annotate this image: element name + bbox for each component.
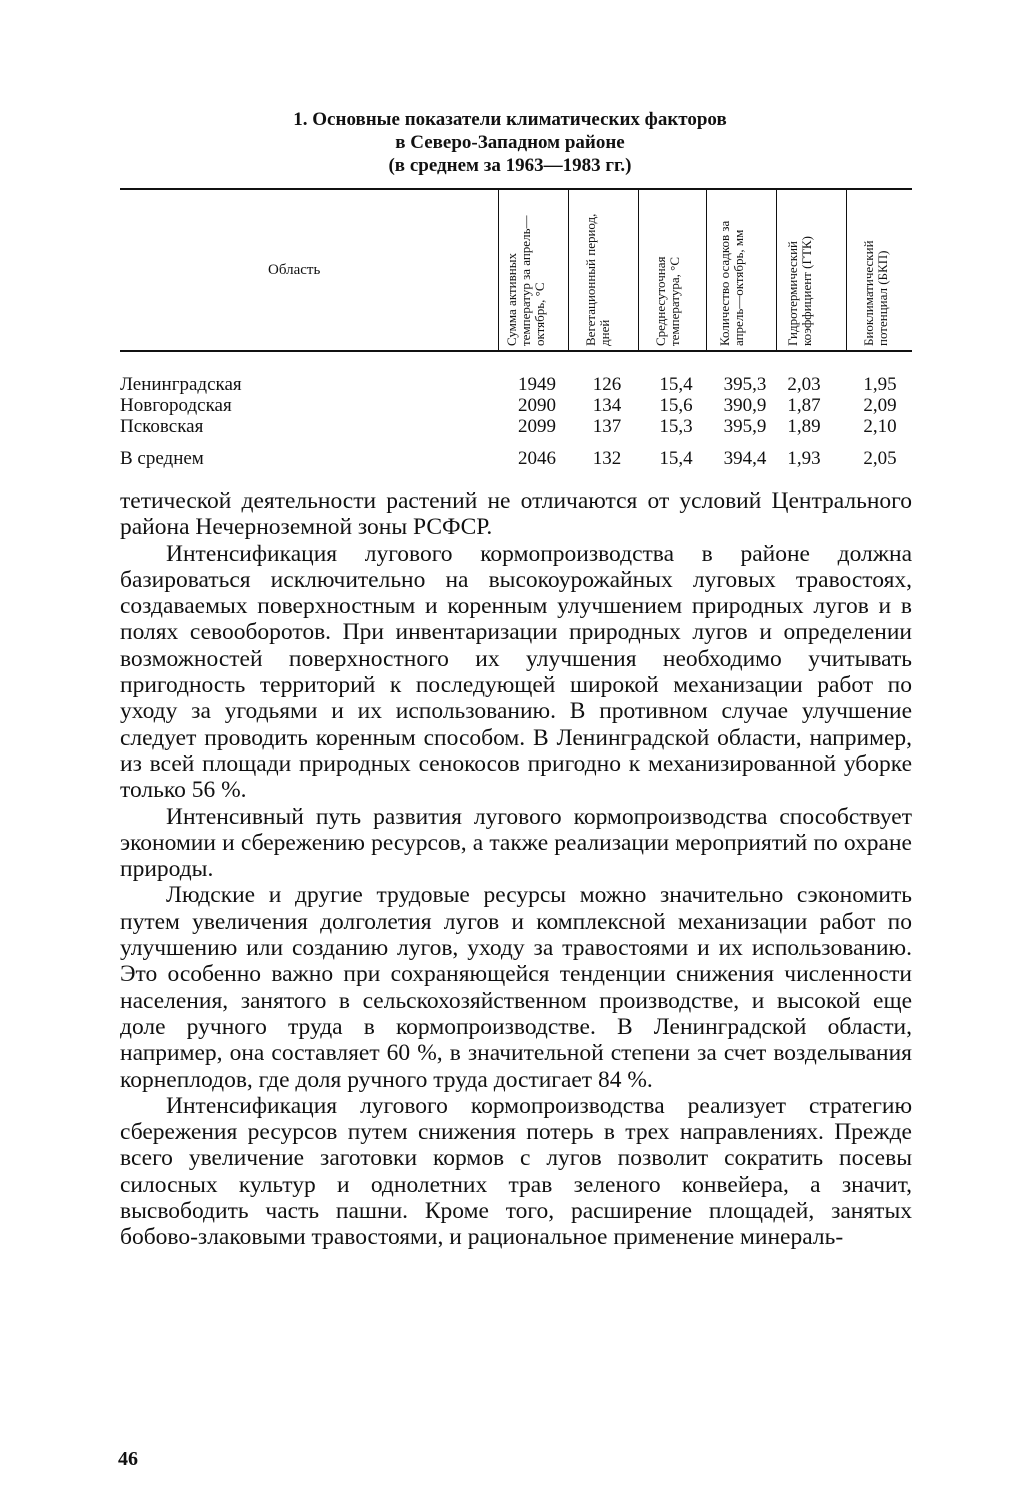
cell: 1,93 [787, 448, 821, 469]
cell: 1,89 [787, 416, 821, 437]
cell: 15,4 [659, 374, 693, 395]
paragraph: Интенсификация лугового кормопроизводства в районе должна базироваться исключительно на высокоурожайных луговых травостоях, создаваемых поверхностным и коренным улучшением природных лугов и в полях севооборотов. При инвентаризации природных лугов и определении возможностей поверхностного их улучшения необходимо учитывать пригодность территорий к последующей широкой механизации работ по уходу за угодьями и их использованию. В противном случае улучшение следует проводить коренным способом. В Ленинградской области, например, из всей площади природных сенокосов пригодно к механизированной уборке только 56 %. [120, 540, 912, 804]
paragraph: Людские и другие трудовые ресурсы можно значительно сэкономить путем увеличения долголетия лугов и комплексной механизации работ по улучшению или созданию лугов, уходу за травостоями и их использованию. Это особенно важно при сохраняющейся тенденции снижения численности населения, занятого в сельскохозяйственном производстве, и высокой еще доле ручного труда в кормопроизводстве. В Ленинградской области, например, она составляет 60 %, в значительной степени за счет возделывания корнеплодов, где доля ручного труда достигает 84 %. [120, 882, 912, 1093]
column-divider [638, 190, 639, 352]
table-row [120, 374, 912, 396]
cell: 2,05 [863, 448, 897, 469]
paragraph: тетической деятельности растений не отличаются от условий Центрального района Нечерноземной зоны РСФСР. [120, 488, 912, 541]
cell: 2,09 [863, 395, 897, 416]
column-divider [498, 190, 499, 352]
cell: 126 [592, 374, 622, 395]
table-caption [200, 108, 820, 177]
table-top-rule [120, 188, 912, 190]
cell: 395,9 [723, 416, 767, 437]
region-name: Ленинградская [120, 374, 242, 395]
cell: 137 [592, 416, 622, 437]
cell: 1,95 [863, 374, 897, 395]
region-name: В среднем [120, 448, 204, 469]
column-divider [776, 190, 777, 352]
cell: 2,10 [863, 416, 897, 437]
caption-line: в Северо-Западном районе [395, 132, 625, 153]
cell: 15,4 [659, 448, 693, 469]
cell: 1,87 [787, 395, 821, 416]
cell: 395,3 [723, 374, 767, 395]
cell: 132 [592, 448, 622, 469]
column-divider [846, 190, 847, 352]
column-divider [568, 190, 569, 352]
body-text [120, 488, 912, 1251]
caption-line: (в среднем за 1963—1983 гг.) [388, 155, 632, 176]
cell: 15,3 [659, 416, 693, 437]
column-header: Среднесуточная температура, °С [653, 256, 682, 346]
table-row [120, 395, 912, 417]
paragraph: Интенсификация лугового кормопроизводства реализует стратегию сбережения ресурсов путем снижения потерь в трех направлениях. Прежде всего увеличение заготовки кормов с лугов позволит сократить посевы силосных культур и однолетних трав зеленого конвейера, а значит, высвободить часть пашни. Кроме того, расширение площадей, занятых бобово-злаковыми травостоями, и рациональное применение минераль- [120, 1092, 912, 1251]
column-divider [706, 190, 707, 352]
cell: 2090 [518, 395, 556, 416]
cell: 2,03 [787, 374, 821, 395]
cell: 2046 [518, 448, 556, 469]
caption-line: 1. Основные показатели климатических факторов [293, 109, 727, 130]
column-header: Сумма активных температур за апрель—октябрь, °С [504, 215, 547, 346]
table-row-average [120, 448, 912, 470]
column-header: Вегетационный период, дней [583, 213, 612, 346]
cell: 390,9 [723, 395, 767, 416]
table-row [120, 416, 912, 438]
column-header: Биоклиматический потенциал (БКП) [861, 240, 890, 346]
column-header: Гидротермический коэффициент (ГТК) [785, 236, 814, 346]
paragraph: Интенсивный путь развития лугового кормопроизводства способствует экономии и сбережению ресурсов, а также реализации мероприятий по охране природы. [120, 803, 912, 883]
table-header-rule [120, 350, 912, 352]
page-number: 46 [118, 1448, 138, 1470]
cell: 1949 [518, 374, 556, 395]
region-name: Новгородская [120, 395, 232, 416]
cell: 134 [592, 395, 622, 416]
cell: 15,6 [659, 395, 693, 416]
region-name: Псковская [120, 416, 204, 437]
column-header: Количество осадков за апрель—октябрь, мм [717, 220, 746, 346]
cell: 2099 [518, 416, 556, 437]
row-header-label: Область [268, 262, 321, 278]
cell: 394,4 [723, 448, 767, 469]
